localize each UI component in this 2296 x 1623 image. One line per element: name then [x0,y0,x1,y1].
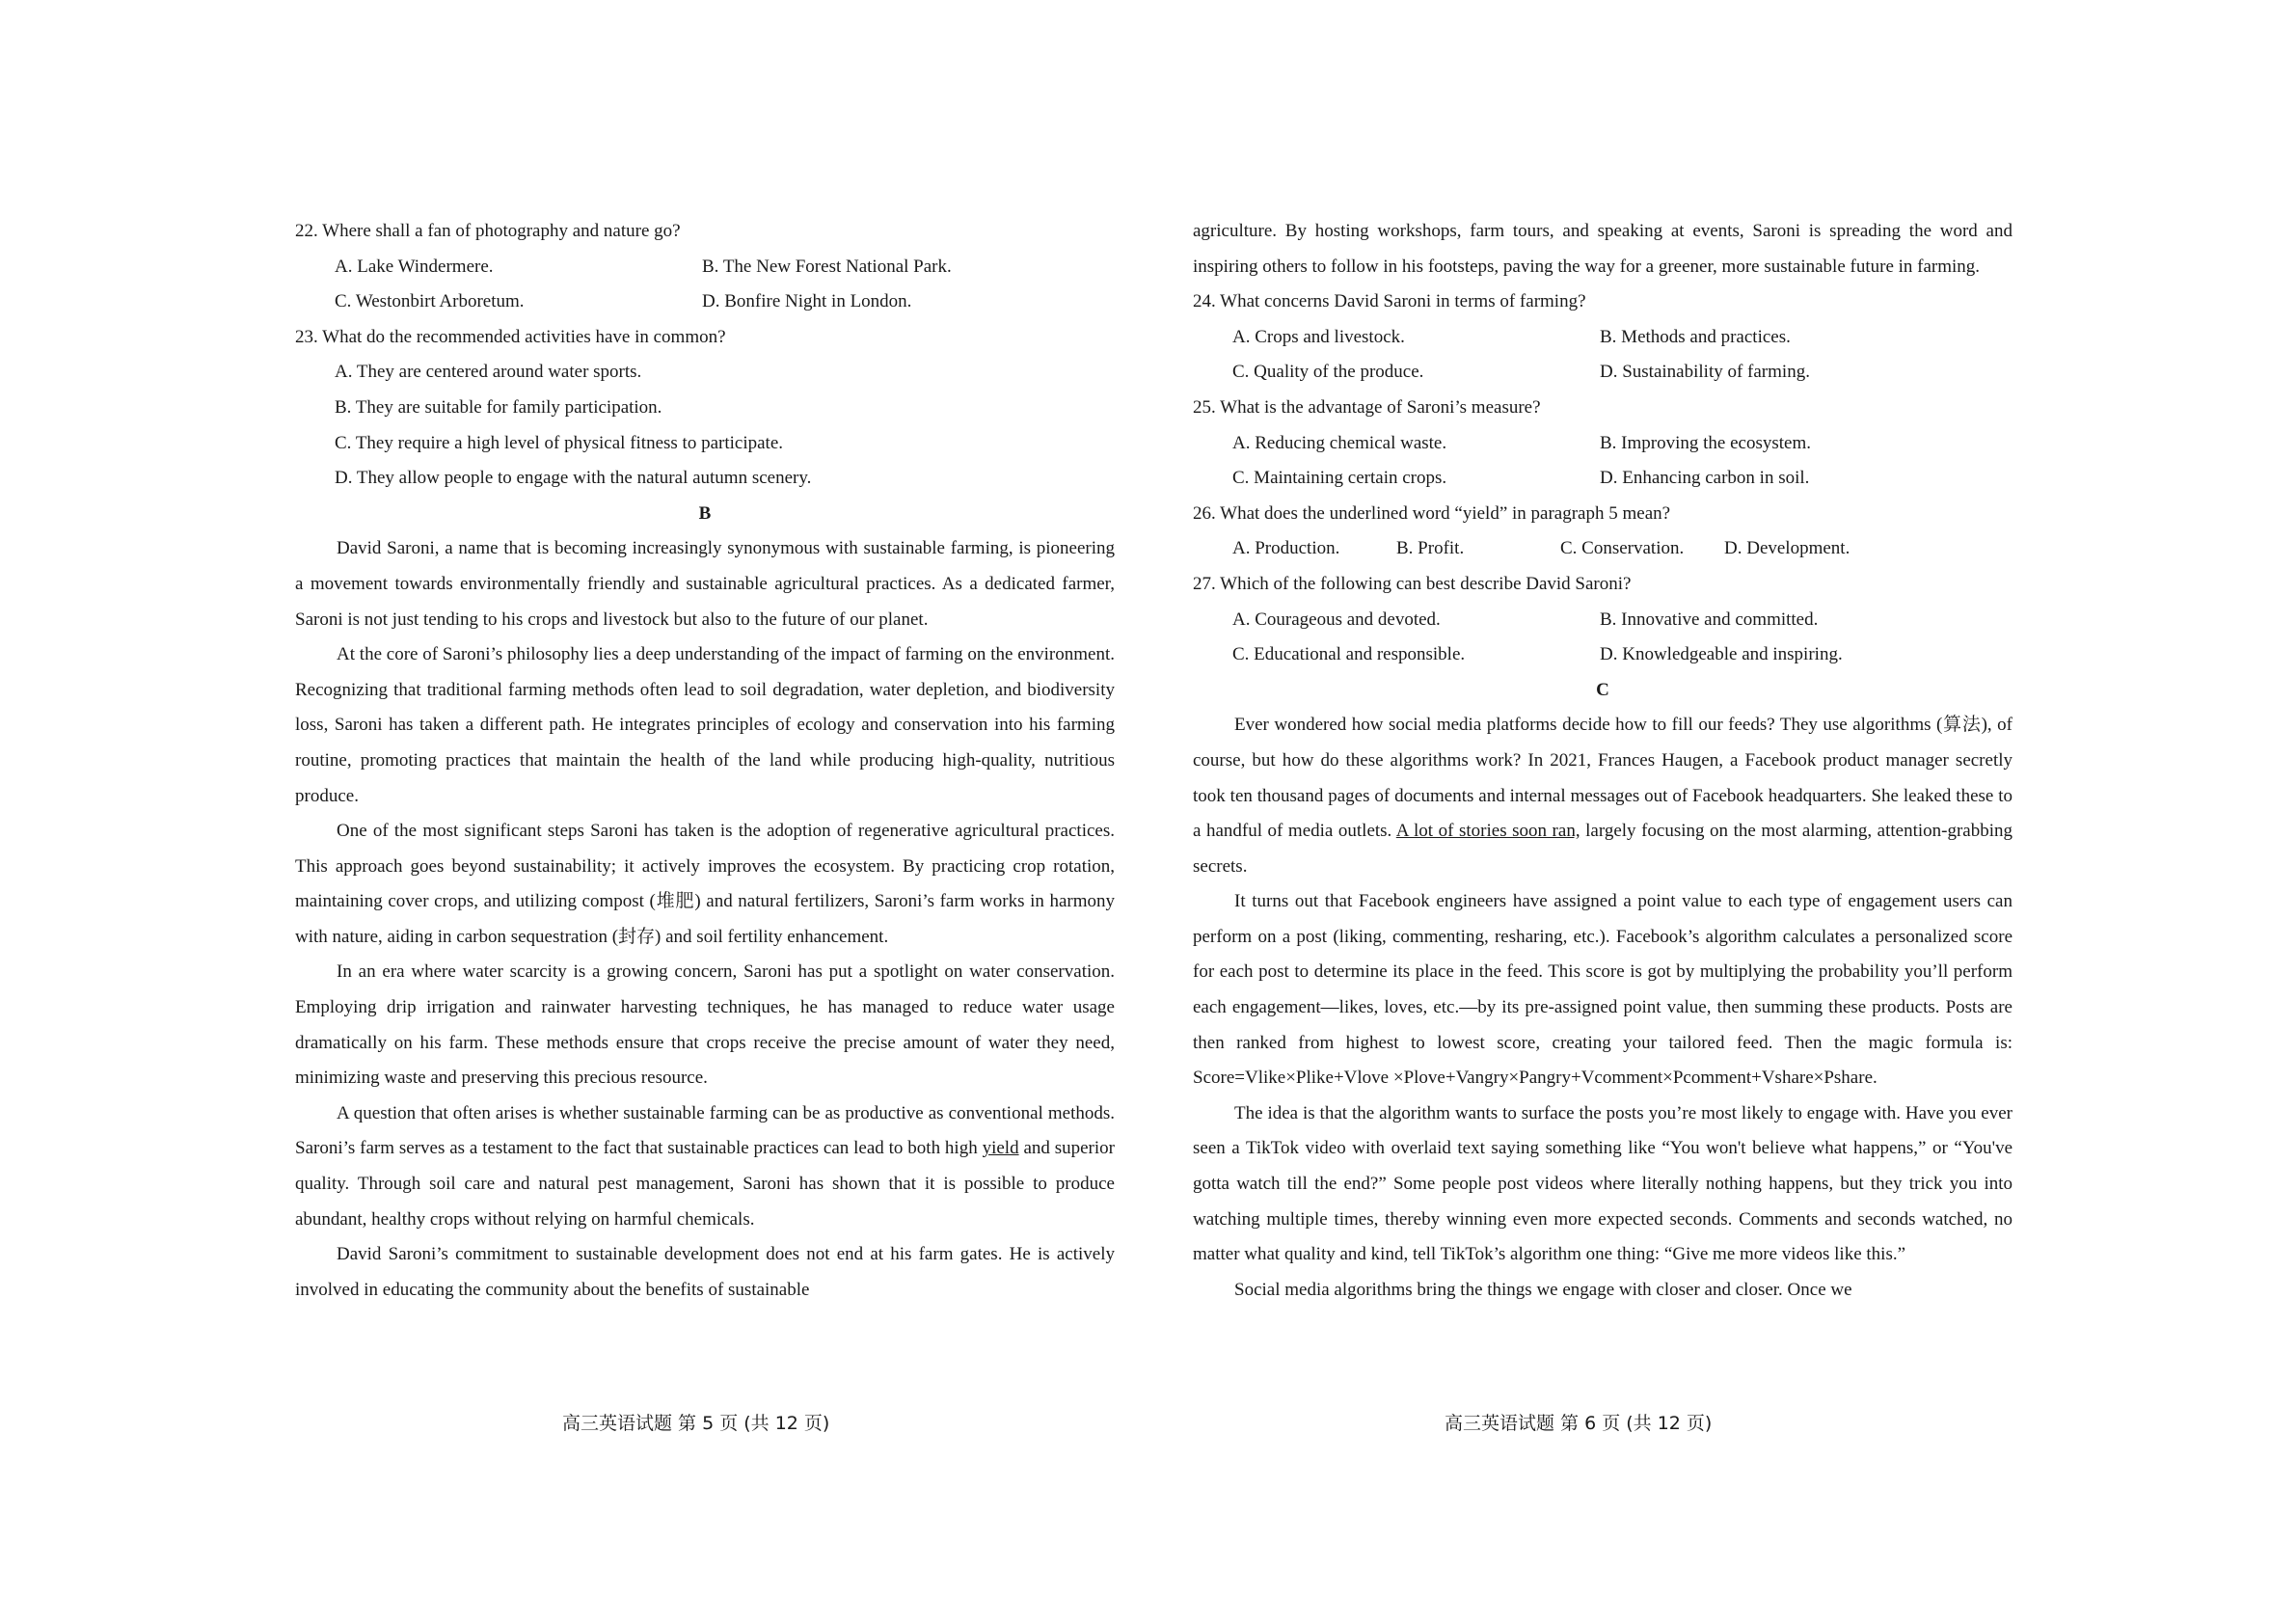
option-23a: A. They are centered around water sports. [335,362,642,383]
question-27-options-row-1 [1193,603,2012,638]
passage-b-paragraph-2: At the core of Saroni’s philosophy lies a deep understanding of the impact of farming on the environment. Recognizing that traditional farming methods often lead to soil degradation, water depletion, and biodiversity loss, Saroni has taken a different path. He integrates principles of ecology and conservation into his farming routine, promoting practices that maintain the health of the land while producing high-quality, nutritious produce. [295,644,1115,806]
question-24-options-row-2 [1193,355,2012,391]
option-22a: A. Lake Windermere. [335,256,494,277]
underlined-word-yield: yield [982,1138,1019,1159]
passage-c-paragraph-3: The idea is that the algorithm wants to surface the posts you’re most likely to engage with. Have you ever seen a TikTok video with overlaid text saying something like “You won't believe what happens,” or “You've gotta watch till the end?” Some people post videos where literally nothing happens, but they trick you into watching multiple times, thereby winning even more expected seconds. Comments and seconds watched, no matter what quality and kind, tell TikTok’s algorithm one thing: “Give me more videos like this.” [1193,1102,2012,1265]
option-25a: A. Reducing chemical waste. [1232,432,1447,453]
option-24a: A. Crops and livestock. [1232,326,1405,347]
option-25b: B. Improving the ecosystem. [1600,432,1811,453]
right-page [1193,214,2012,1308]
passage-c-p1-text-before: Ever wondered how social media platforms decide how to fill our feeds? They use algorithms (算法), of course, but how do these algorithms work? In 2021, Frances Haugen, a Facebook product manager secretly took ten thousand pages of documents and internal messages out of Facebook headquarters. She leaked these to a handful of media outlets. [1193,715,2012,842]
option-24c: C. Quality of the produce. [1232,362,1424,383]
option-25c: C. Maintaining certain crops. [1232,468,1447,489]
left-page [295,214,1115,1308]
passage-b-paragraph-5 [295,1096,1115,1237]
option-22d: D. Bonfire Night in London. [702,291,912,312]
paragraph-5-text-after: and superior quality. Through soil care and natural pest management, Saroni has shown that it is possible to produce abundant, healthy crops without relying on harmful chemicals. [295,1138,1115,1230]
passage-b-paragraph-4: In an era where water scarcity is a growing concern, Saroni has put a spotlight on water conservation. Employing drip irrigation and rainwater harvesting techniques, he has managed to reduce water usage dramatically on his farm. These methods ensure that crops receive the precise amount of water they need, minimizing waste and preserving this precious resource. [295,961,1115,1089]
option-27a: A. Courageous and devoted. [1232,609,1441,630]
question-22-stem: 22. Where shall a fan of photography and nature go? [295,221,681,241]
passage-c-paragraph-2: It turns out that Facebook engineers have assigned a point value to each type of engagement users can perform on a post (liking, commenting, resharing, etc.). Facebook’s algorithm calculates a personalized score for each post to determine its place in the feed. This score is got by multiplying the probability you’ll perform each engagement—likes, loves, etc.—by its pre-assigned point value, then summing these products. Posts are then ranked from highest to lowest score, creating your tailored feed. Then the magic formula is: Score=Vlike×Plike+Vlove ×Plove+Vangry×Pangry+Vcomment×Pcomment+Vshare×Pshare. [1193,891,2012,1089]
option-24d: D. Sustainability of farming. [1600,362,1810,383]
question-24-options-row-1 [1193,320,2012,356]
option-23b: B. They are suitable for family participation. [335,396,662,418]
section-c-heading: C [1596,679,1609,700]
option-26d: D. Development. [1724,538,1850,559]
question-27-options-row-2 [1193,637,2012,673]
question-26-stem: 26. What does the underlined word “yield” in paragraph 5 mean? [1193,502,1671,524]
option-24b: B. Methods and practices. [1600,326,1791,347]
option-26b: B. Profit. [1396,538,1465,559]
question-22-options-row-2 [295,284,1115,320]
question-26-options-row [1193,531,2012,567]
question-25-options-row-1 [1193,426,2012,462]
section-b-heading: B [698,502,712,524]
passage-b-paragraph-1: David Saroni, a name that is becoming increasingly synonymous with sustainable farming, is pioneering a movement towards environmentally friendly and sustainable agricultural practices. As a dedicated farmer, Saroni is not just tending to his crops and livestock but also to the future of our planet. [295,538,1115,630]
passage-b-paragraph-3: One of the most significant steps Saroni has taken is the adoption of regenerative agricultural practices. This approach goes beyond sustainability; it actively improves the ecosystem. By practicing crop rotation, maintaining cover crops, and utilizing compost (堆肥) and natural fertilizers, Saroni’s farm works in harmony with nature, aiding in carbon sequestration (封存) and soil fertility enhancement. [295,821,1115,947]
option-27c: C. Educational and responsible. [1232,644,1466,665]
option-23d: D. They allow people to engage with the natural autumn scenery. [335,468,812,489]
passage-c-p1-text-after: largely focusing on the most alarming, attention-grabbing secrets. [1193,821,2012,877]
passage-c-paragraph-4: Social media algorithms bring the things we engage with closer and closer. Once we [1234,1279,1852,1300]
right-page-footer: 高三英语试题 第 6 页 (共 12 页) [1445,1413,1713,1434]
question-23-stem: 23. What do the recommended activities have in common? [295,326,726,347]
question-25-options-row-2 [1193,461,2012,497]
question-24-stem: 24. What concerns David Saroni in terms of farming? [1193,291,1586,312]
option-26a: A. Production. [1232,538,1340,559]
passage-c-paragraph-1 [1193,708,2012,884]
underlined-sentence: A lot of stories soon ran, [1395,821,1580,842]
question-25-stem: 25. What is the advantage of Saroni’s measure? [1193,396,1541,418]
option-26c: C. Conservation. [1560,538,1685,559]
question-27-stem: 27. Which of the following can best describe David Saroni? [1193,573,1632,594]
option-23c: C. They require a high level of physical fitness to participate. [335,432,784,453]
paragraph-5-text-before: A question that often arises is whether sustainable farming can be as productive as conventional methods. Saroni’s farm serves as a testament to the fact that sustainable practices can lead to both high [295,1102,1115,1159]
question-22-options-row-1 [295,250,1115,285]
option-27b: B. Innovative and committed. [1600,609,1819,630]
left-page-footer: 高三英语试题 第 5 页 (共 12 页) [562,1413,830,1434]
option-22c: C. Westonbirt Arboretum. [335,291,525,312]
option-22b: B. The New Forest National Park. [702,256,952,277]
option-25d: D. Enhancing carbon in soil. [1600,468,1810,489]
passage-b-paragraph-6: David Saroni’s commitment to sustainable development does not end at his farm gates. He is actively involved in educating the community about the benefits of sustainable [295,1244,1115,1300]
option-27d: D. Knowledgeable and inspiring. [1600,644,1843,665]
passage-b-continuation: agriculture. By hosting workshops, farm tours, and speaking at events, Saroni is spreading the word and inspiring others to follow in his footsteps, paving the way for a greener, more sustainable future in farming. [1193,221,2012,277]
